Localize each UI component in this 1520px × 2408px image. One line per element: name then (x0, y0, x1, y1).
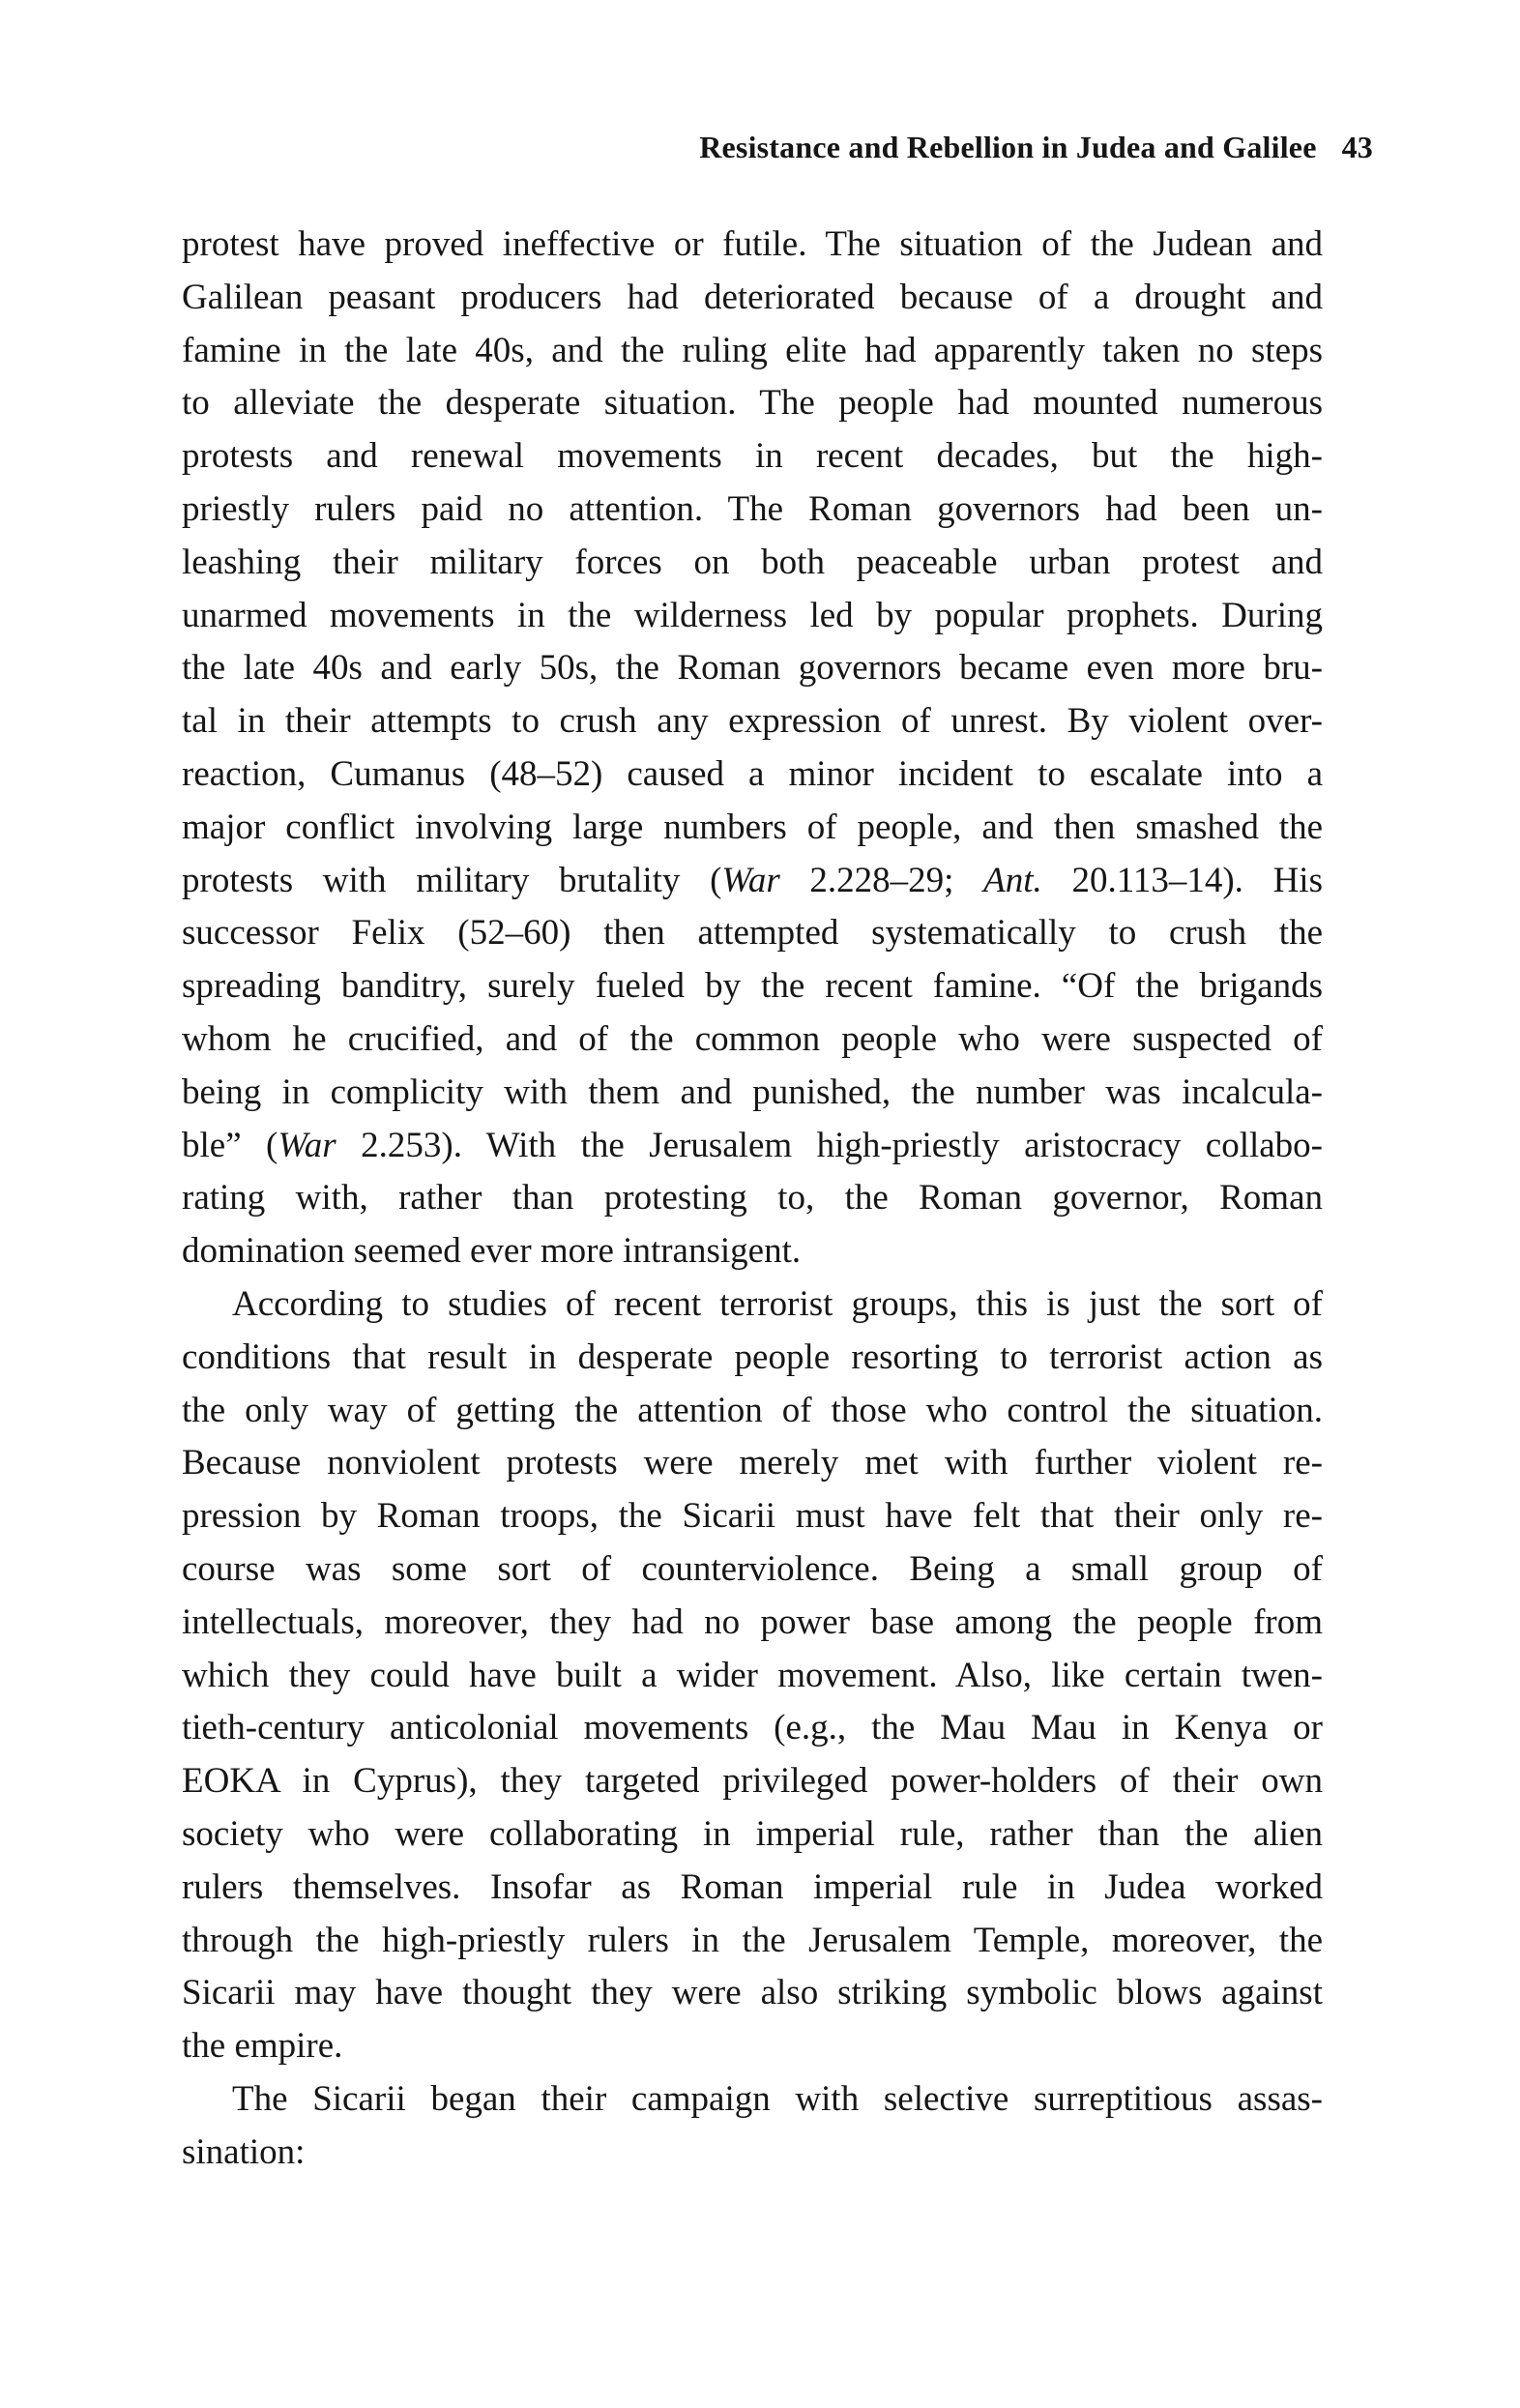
text-line: protests and renewal movements in recent decades, but the high- (182, 436, 1323, 477)
text-line: Because nonviolent protests were merely met with further violent re- (182, 1443, 1323, 1483)
text-segment: 20.113–14). His (1041, 860, 1323, 900)
text-line: famine in the late 40s, and the ruling elite had apparently taken no steps (182, 330, 1323, 370)
citation-title: War (278, 1125, 336, 1165)
text-line: priestly rulers paid no attention. The Roman governors had been un- (182, 488, 1323, 529)
text-segment: 2.228–29; (779, 860, 984, 900)
text-line: being in complicity with them and punished, the number was incalcula- (182, 1072, 1323, 1112)
text-segment: ble” ( (182, 1125, 278, 1165)
text-line: spreading banditry, surely fueled by the recent famine. “Of the brigands (182, 966, 1323, 1007)
text-line: conditions that result in desperate people resorting to terrorist action as (182, 1336, 1323, 1377)
text-line: which they could have built a wider movement. Also, like certain twen- (182, 1655, 1323, 1695)
text-line: to alleviate the desperate situation. The people had mounted numerous (182, 383, 1323, 424)
text-line: EOKA in Cyprus), they targeted privileged power-holders of their own (182, 1761, 1323, 1802)
running-head-title: Resistance and Rebellion in Judea and Galilee (699, 130, 1317, 164)
text-line: whom he crucified, and of the common people who were suspected of (182, 1018, 1323, 1059)
text-line: the empire. (182, 2026, 343, 2067)
text-line: course was some sort of counterviolence. Being a small group of (182, 1548, 1323, 1589)
text-line: sination: (182, 2131, 306, 2172)
text-line: domination seemed ever more intransigent. (182, 1231, 802, 1272)
text-line: Sicarii may have thought they were also striking symbolic blows against (182, 1973, 1323, 2013)
text-line: leashing their military forces on both peaceable urban protest and (182, 542, 1323, 582)
text-line: unarmed movements in the wilderness led by popular prophets. During (182, 595, 1323, 635)
text-line: through the high-priestly rulers in the Jerusalem Temple, moreover, the (182, 1920, 1323, 1960)
text-line: society who were collaborating in imperial rule, rather than the alien (182, 1813, 1323, 1854)
text-line: reaction, Cumanus (48–52) caused a minor incident to escalate into a (182, 753, 1323, 794)
text-line: rating with, rather than protesting to, the Roman governor, Roman (182, 1178, 1323, 1219)
text-segment: 2.253). With the Jerusalem high-priestly aristocracy collabo- (336, 1125, 1324, 1165)
text-line: According to studies of recent terrorist groups, this is just the sort of (232, 1283, 1323, 1324)
text-segment: protests with military brutality ( (182, 860, 722, 900)
text-line: Galilean peasant producers had deteriorated because of a drought and (182, 277, 1323, 317)
text-line: the late 40s and early 50s, the Roman governors became even more bru- (182, 648, 1323, 689)
text-line (182, 855, 1323, 908)
paragraph (182, 2073, 1323, 2180)
text-line (182, 1120, 1323, 1173)
text-line: rulers themselves. Insofar as Roman imperial rule in Judea worked (182, 1866, 1323, 1907)
text-line: the only way of getting the attention of those who control the situation. (182, 1390, 1323, 1430)
text-line: protest have proved ineffective or futile. The situation of the Judean and (182, 224, 1323, 264)
text-line: tieth-century anticolonial movements (e.g., the Mau Mau in Kenya or (182, 1708, 1323, 1748)
text-line: major conflict involving large numbers of people, and then smashed the (182, 807, 1323, 847)
text-line: pression by Roman troops, the Sicarii must have felt that their only re- (182, 1496, 1323, 1537)
page-number: 43 (1341, 130, 1373, 164)
text-line: successor Felix (52–60) then attempted systematically to crush the (182, 913, 1323, 954)
text-line: intellectuals, moreover, they had no power base among the people from (182, 1601, 1323, 1642)
citation-title: Ant. (983, 860, 1042, 900)
text-line: tal in their attempts to crush any expression of unrest. By violent over- (182, 701, 1323, 742)
paragraph (182, 219, 1323, 1278)
body-text (182, 219, 1323, 2179)
text-line: The Sicarii began their campaign with selective surreptitious assas- (232, 2078, 1323, 2119)
running-head (182, 130, 1373, 165)
paragraph (182, 1278, 1323, 2073)
citation-title: War (721, 860, 780, 900)
